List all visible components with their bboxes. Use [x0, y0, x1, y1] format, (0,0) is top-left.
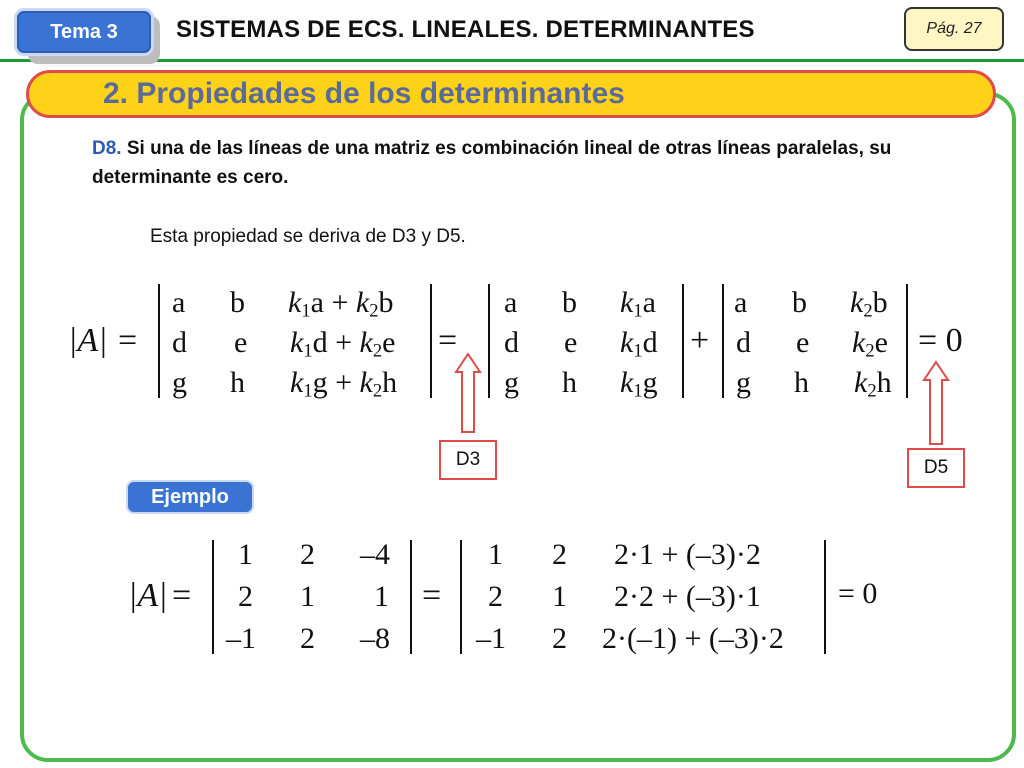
property-text: Si una de las líneas de una matriz es combinación lineal de otras líneas paralelas, su determinante es cero. [92, 138, 892, 188]
m3-r3c3: $k_2h$ [854, 366, 892, 402]
m2-r1c3: $k_1a$ [620, 286, 656, 322]
ex1-r3c3: –8 [360, 622, 390, 655]
m3-r2c3: $k_2e$ [852, 326, 888, 362]
tema-badge: Tema 3 [14, 8, 154, 56]
m2-r2c3: $k_1d$ [620, 326, 658, 362]
m2-r3c2: h [562, 366, 577, 399]
ex1-r3c1: –1 [226, 622, 256, 655]
det-bar-left [460, 540, 462, 654]
m3-r3c1: g [736, 366, 751, 399]
ex1-r2c3: 1 [374, 580, 389, 613]
arrow-d5-icon [924, 362, 948, 444]
m3-r1c2: b [792, 286, 807, 319]
ex2-r3c2: 2 [552, 622, 567, 655]
ex2-r3c3: 2·(–1) + (–3)·2 [602, 622, 784, 655]
det-bar-left [212, 540, 214, 654]
ex2-r2c1: 2 [488, 580, 503, 613]
ex1-r2c1: 2 [238, 580, 253, 613]
m1-r1c3: $k_1a + k_2b$ [288, 286, 394, 322]
arrow-d3-icon [456, 354, 480, 432]
ex1-r1c1: 1 [238, 538, 253, 571]
m1-r2c2: e [234, 326, 248, 359]
section-title: 2. Propiedades de los determinantes [26, 70, 996, 118]
ex2-r3c1: –1 [476, 622, 506, 655]
m2-r2c1: d [504, 326, 519, 359]
example-badge: Ejemplo [126, 480, 254, 514]
m1-r3c3: $k_1g + k_2h$ [290, 366, 398, 402]
result-zero: = 0 [918, 322, 963, 359]
ex2-r1c3: 2·1 + (–3)·2 [614, 538, 761, 571]
property-tag: D8. [92, 138, 122, 159]
ex1-r1c3: –4 [360, 538, 390, 571]
ex2-r2c3: 2·2 + (–3)·1 [614, 580, 761, 613]
det-a-symbol: |A| [68, 322, 108, 359]
m2-r1c2: b [562, 286, 577, 319]
ex1-r1c2: 2 [300, 538, 315, 571]
m3-r3c2: h [794, 366, 809, 399]
m1-r3c2: h [230, 366, 245, 399]
m2-r1c1: a [504, 286, 518, 319]
derivation-note: Esta propiedad se deriva de D3 y D5. [150, 226, 466, 247]
m1-r2c1: d [172, 326, 187, 359]
m3-r1c3: $k_2b$ [850, 286, 888, 322]
det-a-symbol: |A| [128, 577, 168, 614]
result-zero: = 0 [838, 577, 878, 610]
m2-r3c1: g [504, 366, 519, 399]
page-number: Pág. 27 [904, 7, 1004, 51]
m1-r1c2: b [230, 286, 245, 319]
callout-d5: D5 [907, 448, 965, 488]
equals-sign: = [438, 322, 458, 359]
callout-d3: D3 [439, 440, 497, 480]
ex2-r1c1: 1 [488, 538, 503, 571]
ex1-r3c2: 2 [300, 622, 315, 655]
ex2-r2c2: 1 [552, 580, 567, 613]
equals-sign: = [422, 577, 442, 614]
m3-r2c1: d [736, 326, 751, 359]
det-bar-right [410, 540, 412, 654]
m2-r2c2: e [564, 326, 578, 359]
equals-sign: = [118, 322, 138, 359]
m1-r1c1: a [172, 286, 186, 319]
m1-r3c1: g [172, 366, 187, 399]
det-bar-right [824, 540, 826, 654]
header-title: SISTEMAS DE ECS. LINEALES. DETERMINANTES [176, 16, 755, 43]
m1-r2c3: $k_1d + k_2e$ [290, 326, 396, 362]
plus-sign: + [690, 322, 710, 359]
m2-r3c3: $k_1g$ [620, 366, 658, 402]
ex2-r1c2: 2 [552, 538, 567, 571]
equals-sign: = [172, 577, 192, 614]
ex1-r2c2: 1 [300, 580, 315, 613]
m3-r2c2: e [796, 326, 810, 359]
m3-r1c1: a [734, 286, 748, 319]
